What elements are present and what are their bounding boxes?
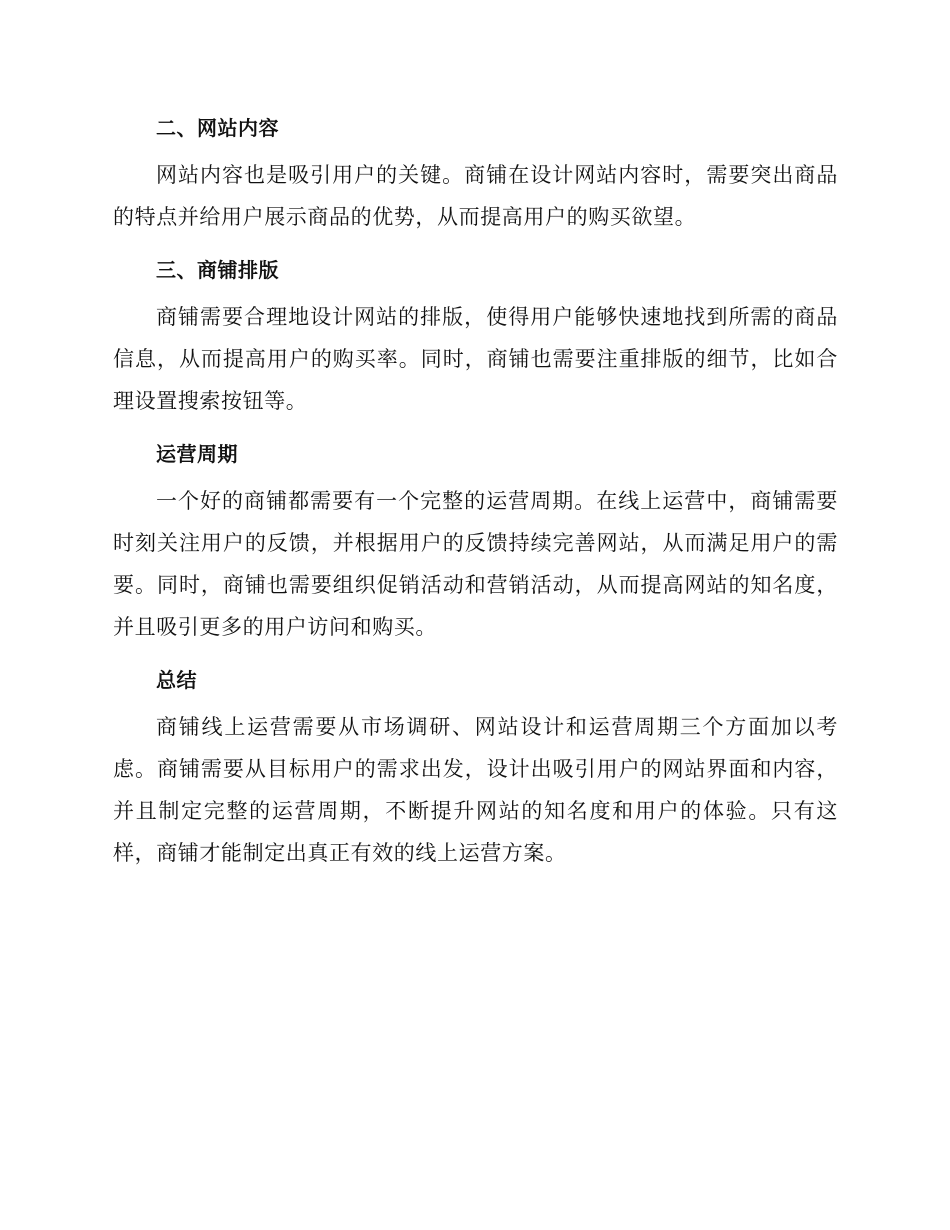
section-heading: 二、网站内容	[156, 116, 279, 140]
section-heading: 三、商铺排版	[156, 258, 279, 282]
section-paragraph: 商铺线上运营需要从市场调研、网站设计和运营周期三个方面加以考虑。商铺需要从目标用户的需求出发，设计出吸引用户的网站界面和内容，并且制定完整的运营周期，不断提升网站的知名度和用户的体验。只有这样，商铺才能制定出真正有效的线上运营方案。	[113, 715, 838, 865]
section-operation-cycle	[113, 434, 838, 648]
section-summary	[113, 660, 838, 874]
section-website-content	[113, 108, 838, 238]
section-store-layout	[113, 250, 838, 422]
document-body	[113, 108, 838, 886]
section-paragraph: 一个好的商铺都需要有一个完整的运营周期。在线上运营中，商铺需要时刻关注用户的反馈，并根据用户的反馈持续完善网站，从而满足用户的需要。同时，商铺也需要组织促销活动和营销活动，从而提高网站的知名度，并且吸引更多的用户访问和购买。	[113, 489, 838, 639]
section-paragraph: 网站内容也是吸引用户的关键。商铺在设计网站内容时，需要突出商品的特点并给用户展示商品的优势，从而提高用户的购买欲望。	[113, 163, 838, 229]
section-paragraph: 商铺需要合理地设计网站的排版，使得用户能够快速地找到所需的商品信息，从而提高用户的购买率。同时，商铺也需要注重排版的细节，比如合理设置搜索按钮等。	[113, 305, 838, 413]
section-heading: 总结	[156, 668, 197, 692]
section-heading: 运营周期	[156, 442, 238, 466]
